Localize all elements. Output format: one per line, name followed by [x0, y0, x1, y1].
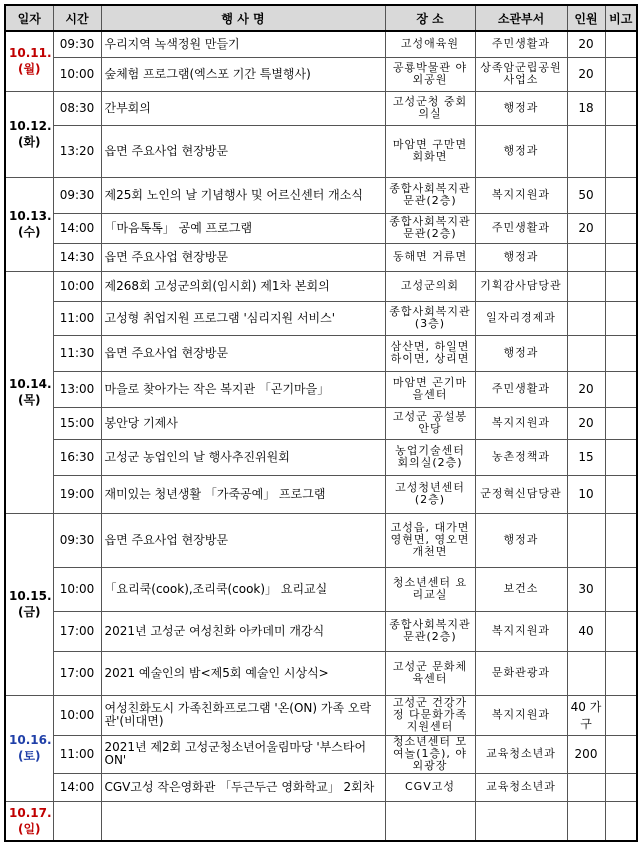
dept-cell: 복지지원과	[475, 695, 567, 735]
dept-cell: 일자리경제과	[475, 301, 567, 335]
dept-cell: 보건소	[475, 567, 567, 611]
count-cell	[567, 801, 605, 841]
note-cell	[605, 371, 637, 407]
place-cell: 종합사회복지관 문관(2층)	[385, 177, 475, 213]
table-row	[5, 735, 637, 773]
table-row	[5, 773, 637, 801]
event-title-cell: 읍면 주요사업 현장방문	[101, 335, 385, 371]
note-cell	[605, 439, 637, 475]
day-cell	[5, 31, 53, 91]
time-cell: 10:00	[53, 695, 101, 735]
place-cell: CGV고성	[385, 773, 475, 801]
count-cell	[567, 301, 605, 335]
dept-cell: 문화관광과	[475, 651, 567, 695]
time-cell: 14:00	[53, 773, 101, 801]
dept-cell: 교육청소년과	[475, 773, 567, 801]
note-cell	[605, 735, 637, 773]
place-cell: 농업기술센터 회의실(2층)	[385, 439, 475, 475]
dept-cell: 군정혁신담당관	[475, 475, 567, 513]
event-title-cell: CGV고성 작은영화관 「두근두근 영화학교」 2회차	[101, 773, 385, 801]
event-title-cell: 고성형 취업지원 프로그램 '심리지원 서비스'	[101, 301, 385, 335]
count-cell: 10	[567, 475, 605, 513]
dept-cell: 행정과	[475, 125, 567, 177]
time-cell: 14:00	[53, 213, 101, 243]
date-label: 10.12.	[9, 119, 52, 133]
note-cell	[605, 335, 637, 371]
event-title-cell: 숲체험 프로그램(엑스포 기간 특별행사)	[101, 57, 385, 91]
count-cell	[567, 513, 605, 567]
note-cell	[605, 213, 637, 243]
weekday-label: (화)	[17, 135, 41, 149]
time-cell: 13:00	[53, 371, 101, 407]
event-title-cell: 읍면 주요사업 현장방문	[101, 513, 385, 567]
header-event: 행 사 명	[101, 5, 385, 31]
table-row	[5, 301, 637, 335]
time-cell: 10:00	[53, 567, 101, 611]
date-label: 10.17.	[9, 805, 52, 820]
dept-cell: 교육청소년과	[475, 735, 567, 773]
count-cell: 20	[567, 57, 605, 91]
place-cell: 고성군 건강가정 다문화가족 지원센터	[385, 695, 475, 735]
header-row	[5, 5, 637, 31]
table-row	[5, 695, 637, 735]
note-cell	[605, 243, 637, 271]
count-cell: 50	[567, 177, 605, 213]
header-date: 일자	[5, 5, 53, 31]
time-cell: 16:30	[53, 439, 101, 475]
event-title-cell: 마을로 찾아가는 작은 복지관 「곤기마을」	[101, 371, 385, 407]
note-cell	[605, 695, 637, 735]
note-cell	[605, 475, 637, 513]
place-cell: 고성군청 중회의실	[385, 91, 475, 125]
header-dept: 소관부서	[475, 5, 567, 31]
weekday-label: (일)	[17, 821, 41, 836]
event-title-cell: 「마음톡톡」 공예 프로그램	[101, 213, 385, 243]
weekday-label: (수)	[17, 225, 41, 239]
table-row	[5, 243, 637, 271]
table-row	[5, 177, 637, 213]
place-cell: 고성군 공설봉안당	[385, 407, 475, 439]
dept-cell: 행정과	[475, 243, 567, 271]
place-cell: 고성군의회	[385, 271, 475, 301]
table-row	[5, 513, 637, 567]
dept-cell: 주민생활과	[475, 31, 567, 57]
dept-cell: 주민생활과	[475, 371, 567, 407]
event-title-cell: 제25회 노인의 날 기념행사 및 어르신센터 개소식	[101, 177, 385, 213]
note-cell	[605, 177, 637, 213]
count-cell	[567, 651, 605, 695]
table-row	[5, 335, 637, 371]
dept-cell: 행정과	[475, 335, 567, 371]
weekday-label: (목)	[17, 393, 41, 407]
count-cell: 20	[567, 31, 605, 57]
header-place: 장 소	[385, 5, 475, 31]
count-cell: 15	[567, 439, 605, 475]
note-cell	[605, 31, 637, 57]
time-cell: 13:20	[53, 125, 101, 177]
schedule-table	[4, 4, 638, 842]
date-label: 10.15.	[9, 589, 52, 603]
table-row	[5, 125, 637, 177]
note-cell	[605, 773, 637, 801]
place-cell: 동해면 거류면	[385, 243, 475, 271]
count-cell: 20	[567, 213, 605, 243]
dept-cell: 복지지원과	[475, 177, 567, 213]
note-cell	[605, 57, 637, 91]
day-cell	[5, 91, 53, 177]
table-row	[5, 651, 637, 695]
weekday-label: (토)	[17, 749, 41, 763]
note-cell	[605, 513, 637, 567]
time-cell: 11:30	[53, 335, 101, 371]
place-cell: 삼산면, 하일면 하이면, 상리면	[385, 335, 475, 371]
count-cell: 200	[567, 735, 605, 773]
time-cell: 09:30	[53, 31, 101, 57]
table-row	[5, 57, 637, 91]
count-cell: 40	[567, 611, 605, 651]
dept-cell	[475, 801, 567, 841]
note-cell	[605, 651, 637, 695]
event-title-cell: 우리지역 녹색정원 만들기	[101, 31, 385, 57]
place-cell: 고성읍, 대가면 영현면, 영오면 개천면	[385, 513, 475, 567]
place-cell: 종합사회복지관 문관(2층)	[385, 213, 475, 243]
dept-cell: 상족암군립공원 사업소	[475, 57, 567, 91]
table-row	[5, 611, 637, 651]
time-cell: 10:00	[53, 57, 101, 91]
event-title-cell: 2021년 제2회 고성군청소년어울림마당 '부스타어ON'	[101, 735, 385, 773]
table-row	[5, 31, 637, 57]
place-cell: 고성군 문화체육센터	[385, 651, 475, 695]
dept-cell: 주민생활과	[475, 213, 567, 243]
day-cell	[5, 177, 53, 271]
day-cell	[5, 695, 53, 801]
place-cell: 마암면 곤기마을센터	[385, 371, 475, 407]
place-cell: 청소년센터 요리교실	[385, 567, 475, 611]
day-cell	[5, 801, 53, 841]
weekday-label: (금)	[17, 605, 41, 619]
time-cell: 10:00	[53, 271, 101, 301]
count-cell	[567, 125, 605, 177]
event-title-cell: 제268회 고성군의회(임시회) 제1차 본회의	[101, 271, 385, 301]
note-cell	[605, 801, 637, 841]
time-cell: 19:00	[53, 475, 101, 513]
table-row	[5, 91, 637, 125]
schedule-body	[5, 31, 637, 841]
dept-cell: 복지지원과	[475, 407, 567, 439]
count-cell: 18	[567, 91, 605, 125]
event-title-cell: 여성친화도시 가족친화프로그램 '온(ON) 가족 오락관'(비대면)	[101, 695, 385, 735]
dept-cell: 기획감사담당관	[475, 271, 567, 301]
time-cell: 11:00	[53, 735, 101, 773]
event-title-cell	[101, 801, 385, 841]
event-title-cell: 읍면 주요사업 현장방문	[101, 125, 385, 177]
weekday-label: (월)	[17, 62, 41, 77]
place-cell: 고성애육원	[385, 31, 475, 57]
dept-cell: 농촌정책과	[475, 439, 567, 475]
time-cell: 08:30	[53, 91, 101, 125]
date-label: 10.13.	[9, 209, 52, 223]
date-label: 10.14.	[9, 377, 52, 391]
time-cell: 15:00	[53, 407, 101, 439]
event-title-cell: 재미있는 청년생활 「가죽공예」 프로그램	[101, 475, 385, 513]
count-cell: 20	[567, 407, 605, 439]
table-row	[5, 371, 637, 407]
event-title-cell: 고성군 농업인의 날 행사추진위원회	[101, 439, 385, 475]
place-cell: 종합사회복지관 문관(2층)	[385, 611, 475, 651]
note-cell	[605, 407, 637, 439]
date-label: 10.11.	[9, 46, 52, 61]
event-title-cell: 읍면 주요사업 현장방문	[101, 243, 385, 271]
event-title-cell: 2021 예술인의 밤<제5회 예술인 시상식>	[101, 651, 385, 695]
note-cell	[605, 125, 637, 177]
event-title-cell: 「요리쿡(cook),조리쿡(cook)」 요리교실	[101, 567, 385, 611]
table-row	[5, 475, 637, 513]
place-cell: 공룡박물관 야외공원	[385, 57, 475, 91]
count-cell	[567, 271, 605, 301]
event-title-cell: 봉안당 기제사	[101, 407, 385, 439]
event-title-cell: 간부회의	[101, 91, 385, 125]
day-cell	[5, 513, 53, 695]
note-cell	[605, 271, 637, 301]
event-title-cell: 2021년 고성군 여성친화 아카데미 개강식	[101, 611, 385, 651]
table-row	[5, 439, 637, 475]
table-row	[5, 271, 637, 301]
day-cell	[5, 271, 53, 513]
place-cell: 청소년센터 모여놀(1층), 야외광장	[385, 735, 475, 773]
count-cell	[567, 773, 605, 801]
place-cell: 고성청년센터 (2층)	[385, 475, 475, 513]
time-cell: 11:00	[53, 301, 101, 335]
count-cell	[567, 243, 605, 271]
note-cell	[605, 567, 637, 611]
count-cell: 20	[567, 371, 605, 407]
note-cell	[605, 301, 637, 335]
count-cell: 40 가구	[567, 695, 605, 735]
count-cell	[567, 335, 605, 371]
place-cell: 마암면 구만면 회화면	[385, 125, 475, 177]
dept-cell: 복지지원과	[475, 611, 567, 651]
note-cell	[605, 611, 637, 651]
table-row	[5, 567, 637, 611]
time-cell: 17:00	[53, 651, 101, 695]
time-cell: 09:30	[53, 177, 101, 213]
table-row	[5, 801, 637, 841]
dept-cell: 행정과	[475, 91, 567, 125]
place-cell	[385, 801, 475, 841]
header-time: 시간	[53, 5, 101, 31]
header-count: 인원	[567, 5, 605, 31]
time-cell	[53, 801, 101, 841]
header-note: 비고	[605, 5, 637, 31]
note-cell	[605, 91, 637, 125]
table-row	[5, 407, 637, 439]
dept-cell: 행정과	[475, 513, 567, 567]
time-cell: 17:00	[53, 611, 101, 651]
place-cell: 종합사회복지관 (3층)	[385, 301, 475, 335]
time-cell: 14:30	[53, 243, 101, 271]
table-row	[5, 213, 637, 243]
time-cell: 09:30	[53, 513, 101, 567]
count-cell: 30	[567, 567, 605, 611]
date-label: 10.16.	[9, 733, 52, 747]
